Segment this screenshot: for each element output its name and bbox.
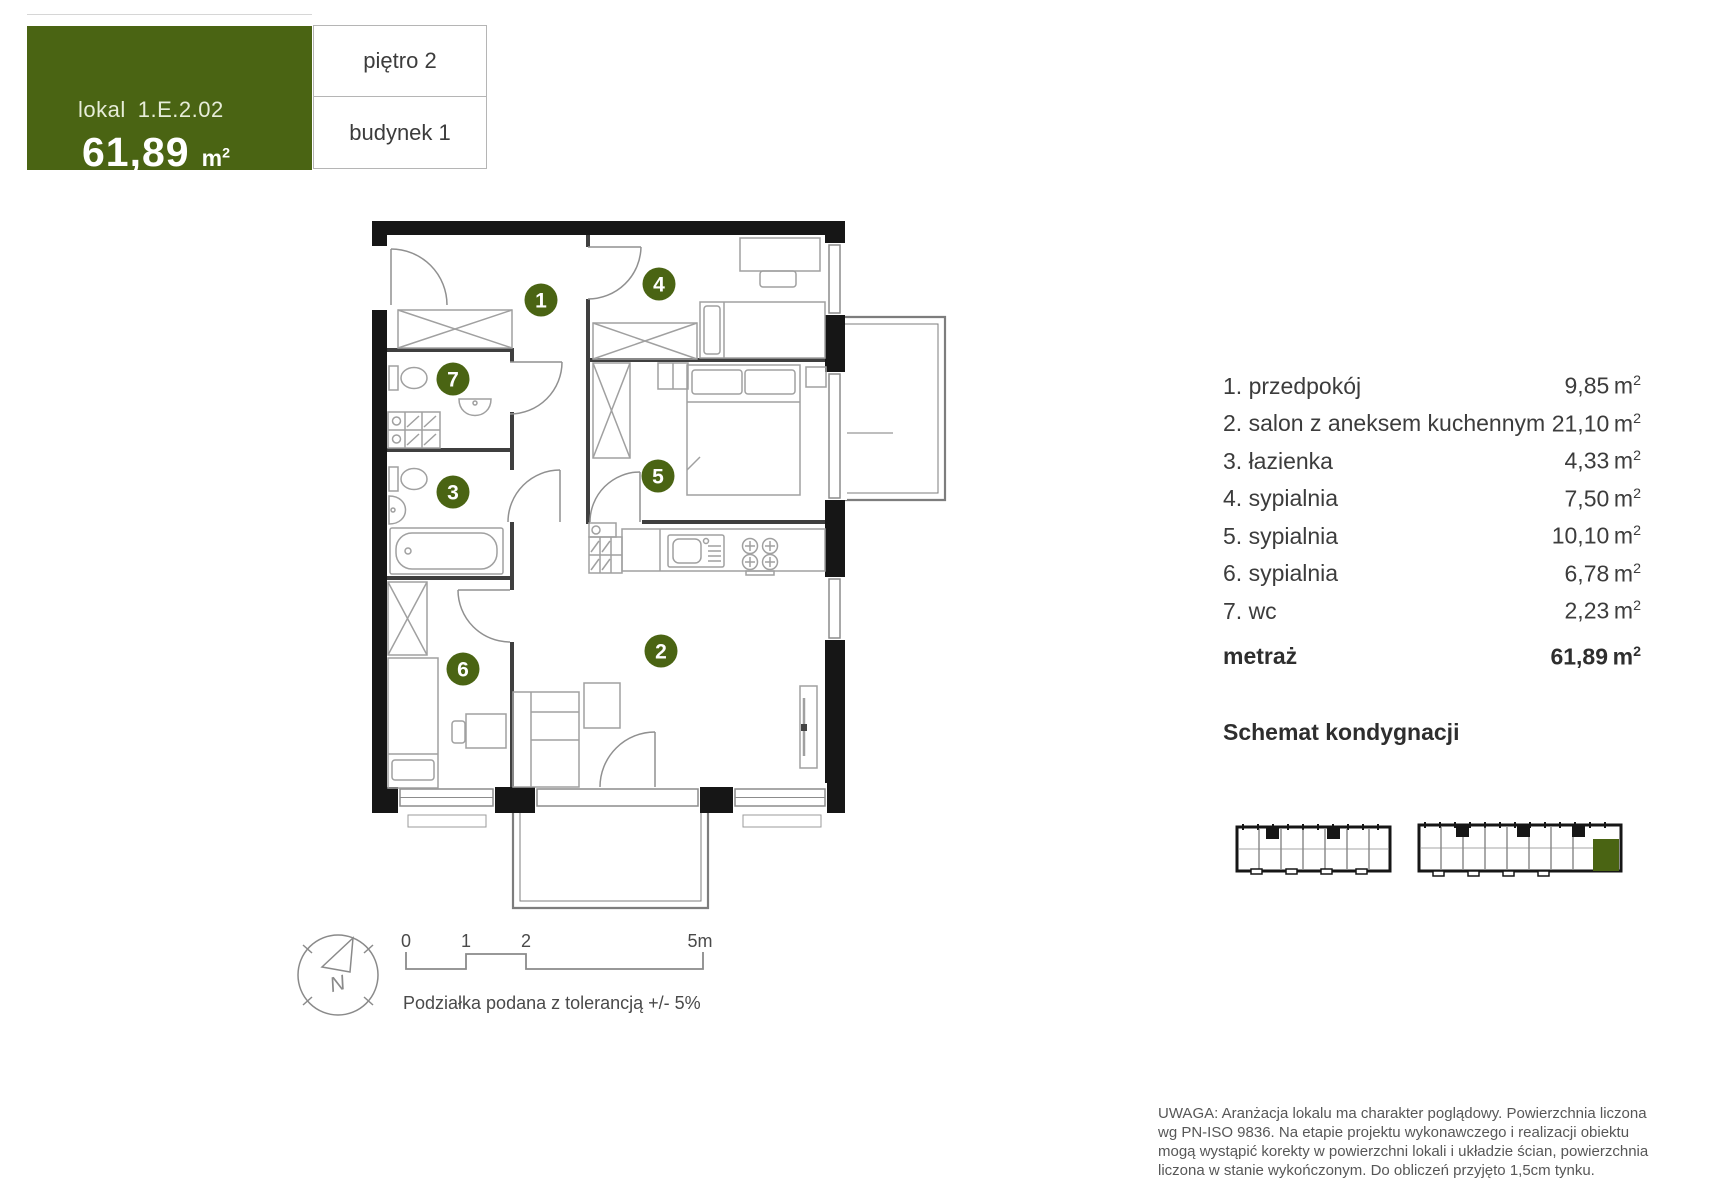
lokal-label: lokal <box>78 97 126 122</box>
disclaimer-line: UWAGA: Aranżacja lokalu ma charakter poglądowy. Powierzchnia liczona <box>1158 1105 1647 1122</box>
unit-area-unit: $m^2$ <box>201 145 230 171</box>
svg-text:3: 3 <box>447 481 459 505</box>
floor-label: piętro 2 <box>363 48 437 73</box>
room-area: 7,50 $m^2$ <box>1564 485 1641 512</box>
disclaimer-line: wg PN-ISO 9836. Na etapie projektu wykonawczego i realizacji obiektu <box>1158 1124 1630 1141</box>
header-divider <box>27 14 312 15</box>
room-row <box>1223 401 1641 439</box>
room-area: 2,23 $m^2$ <box>1564 597 1641 624</box>
room-badge <box>525 284 558 317</box>
room-badge <box>642 460 675 493</box>
svg-text:4: 4 <box>653 273 665 297</box>
room-area: 4,33 $m^2$ <box>1564 447 1641 474</box>
room-badge <box>643 268 676 301</box>
compass-north-icon <box>298 935 378 1015</box>
room-badge <box>645 635 678 668</box>
svg-text:2: 2 <box>655 640 667 664</box>
balcony-bottom <box>513 813 708 908</box>
scale-tick-2: 2 <box>520 931 532 951</box>
building-outline-1 <box>1237 827 1390 874</box>
room-row <box>1223 588 1641 626</box>
floor-box <box>313 25 487 97</box>
building-label: budynek 1 <box>349 119 451 145</box>
room-row <box>1223 476 1641 514</box>
svg-text:1: 1 <box>535 289 547 313</box>
compass-n-label: N <box>327 971 348 998</box>
scale-note: Podziałka podana z tolerancją +/- 5% <box>403 993 701 1013</box>
room-row <box>1223 551 1641 589</box>
unit-id-line <box>78 97 224 123</box>
floor-plan <box>280 195 980 1025</box>
disclaimer <box>1158 1104 1648 1180</box>
scale-bar <box>401 931 713 1013</box>
room-label: 1. przedpokój <box>1223 372 1362 399</box>
room-label: 2. salon z aneksem kuchennym <box>1223 410 1546 437</box>
room-badge <box>437 476 470 509</box>
room-label: 4. sypialnia <box>1223 485 1339 512</box>
building-box <box>313 96 487 169</box>
entrance-opening <box>369 246 389 310</box>
room-area: 21,10 $m^2$ <box>1551 410 1641 437</box>
svg-text:6: 6 <box>457 658 469 682</box>
total-row <box>1223 633 1641 671</box>
total-area: 61,89 $m^2$ <box>1550 643 1641 670</box>
room-list <box>1223 363 1641 671</box>
room-area: 10,10 $m^2$ <box>1551 522 1641 549</box>
room-label: 3. łazienka <box>1223 447 1333 474</box>
scale-tick-0: 0 <box>400 931 412 951</box>
disclaimer-line: mogą wystąpić korekty w powierzchni lokali i układzie ścian, powierzchnia <box>1158 1143 1649 1160</box>
balcony-door-window <box>537 789 698 806</box>
room-badge <box>437 363 470 396</box>
lokal-number: 1.E.2.02 <box>137 97 224 122</box>
room-area: 9,85 $m^2$ <box>1564 372 1641 399</box>
room-area: 6,78 $m^2$ <box>1564 560 1641 587</box>
scale-tick-5m: 5m <box>687 931 713 951</box>
total-label: metraż <box>1223 643 1298 670</box>
unit-area-value: 61,89 <box>82 129 190 175</box>
building-outline-2 <box>1419 825 1621 876</box>
window <box>829 579 840 638</box>
svg-text:5: 5 <box>652 465 664 489</box>
building-schematics <box>1225 815 1635 890</box>
svg-text:7: 7 <box>447 368 459 392</box>
room-row <box>1223 513 1641 551</box>
schemat-title: Schemat kondygnacji <box>1223 719 1460 745</box>
unit-header-box <box>27 26 312 175</box>
room-badge <box>447 653 480 686</box>
room-label: 7. wc <box>1223 597 1277 624</box>
scale-tick-1: 1 <box>460 931 472 951</box>
unit-area-line <box>82 129 230 176</box>
disclaimer-line: liczona w stanie wykończonym. Do obliczeń przyjęto 1,5cm tynku. <box>1158 1162 1595 1179</box>
room-label: 6. sypialnia <box>1223 560 1339 587</box>
balcony-door-window <box>829 374 840 498</box>
room-row <box>1223 438 1641 476</box>
highlighted-unit-marker <box>1593 839 1619 871</box>
room-row <box>1223 363 1641 401</box>
room-label: 5. sypialnia <box>1223 522 1339 549</box>
window <box>829 245 840 313</box>
